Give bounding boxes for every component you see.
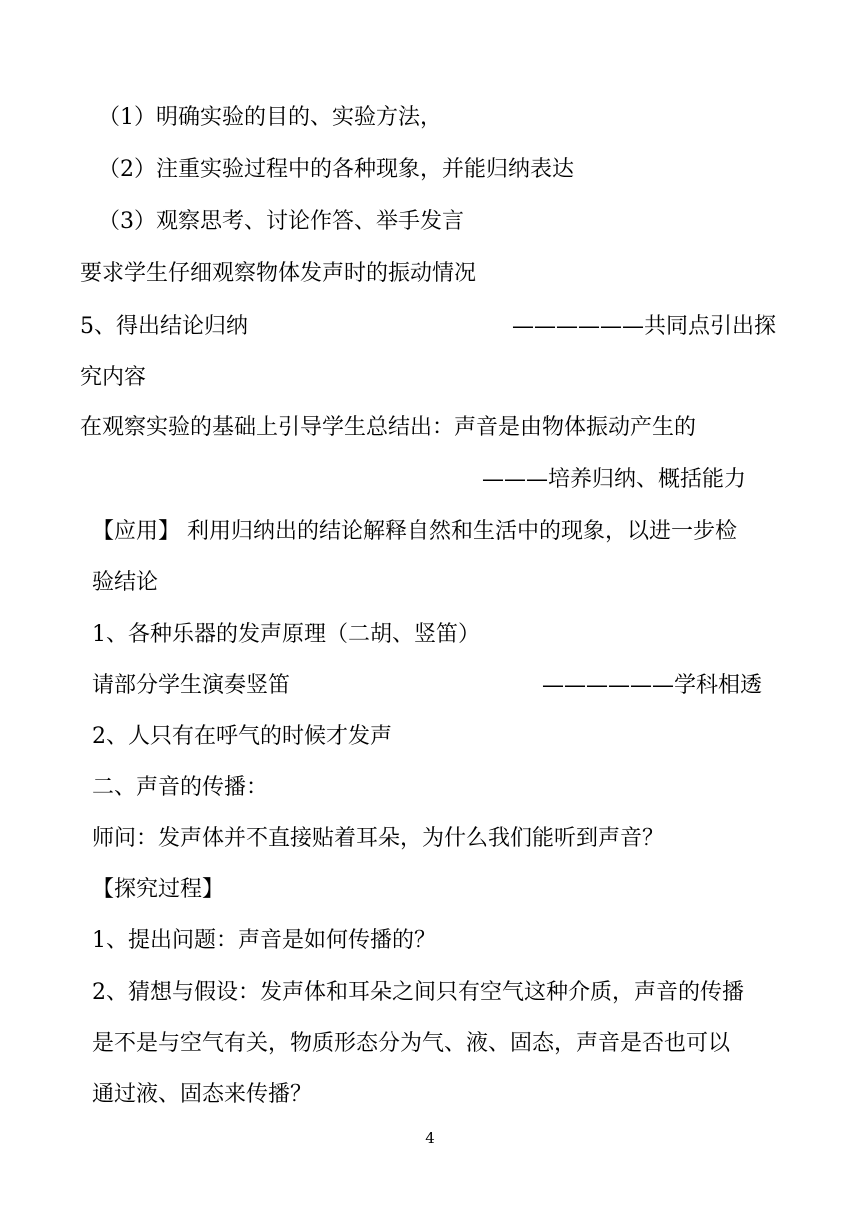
inquiry-step-1: 1、提出问题：声音是如何传播的？ [92, 928, 436, 953]
list-item-3: （3）观察思考、讨论作答、举手发言 [98, 209, 464, 234]
step-5-note: ——————共同点引出探 [512, 314, 777, 339]
step-5-note-cont: 究内容 [80, 365, 147, 390]
application-heading-cont: 验结论 [92, 570, 159, 595]
application-item-1: 1、各种乐器的发声原理（二胡、竖笛） [92, 622, 480, 647]
section-heading-sound-propagation: 二、声音的传播： [92, 775, 269, 800]
inquiry-step-2-cont-1: 是不是与空气有关，物质形态分为气、液、固态，声音是否也可以 [92, 1031, 731, 1056]
teacher-question: 师问：发声体并不直接贴着耳朵，为什么我们能听到声音？ [92, 826, 665, 851]
paragraph-conclusion: 在观察实验的基础上引导学生总结出：声音是由物体振动产生的 [80, 415, 697, 440]
inquiry-step-2: 2、猜想与假设：发声体和耳朵之间只有空气这种介质，声音的传播 [92, 980, 744, 1005]
paragraph-requirement: 要求学生仔细观察物体发声时的振动情况 [80, 261, 477, 286]
step-5-heading: 5、得出结论归纳 [80, 314, 248, 339]
inquiry-step-2-cont-2: 通过液、固态来传播？ [92, 1082, 313, 1107]
application-activity-note: ——————学科相透 [542, 673, 763, 698]
application-item-2: 2、人只有在呼气的时候才发声 [92, 724, 392, 749]
list-item-1: （1）明确实验的目的、实验方法， [98, 105, 442, 130]
page-number: 4 [425, 1129, 435, 1147]
list-item-2: （2）注重实验过程中的各种现象，并能归纳表达 [98, 157, 574, 182]
application-heading: 【应用】 利用归纳出的结论解释自然和生活中的现象，以进一步检 [92, 519, 737, 544]
inquiry-heading: 【探究过程】 [92, 877, 225, 902]
conclusion-note: ———培养归纳、概括能力 [482, 467, 747, 492]
application-activity: 请部分学生演奏竖笛 [92, 673, 291, 698]
